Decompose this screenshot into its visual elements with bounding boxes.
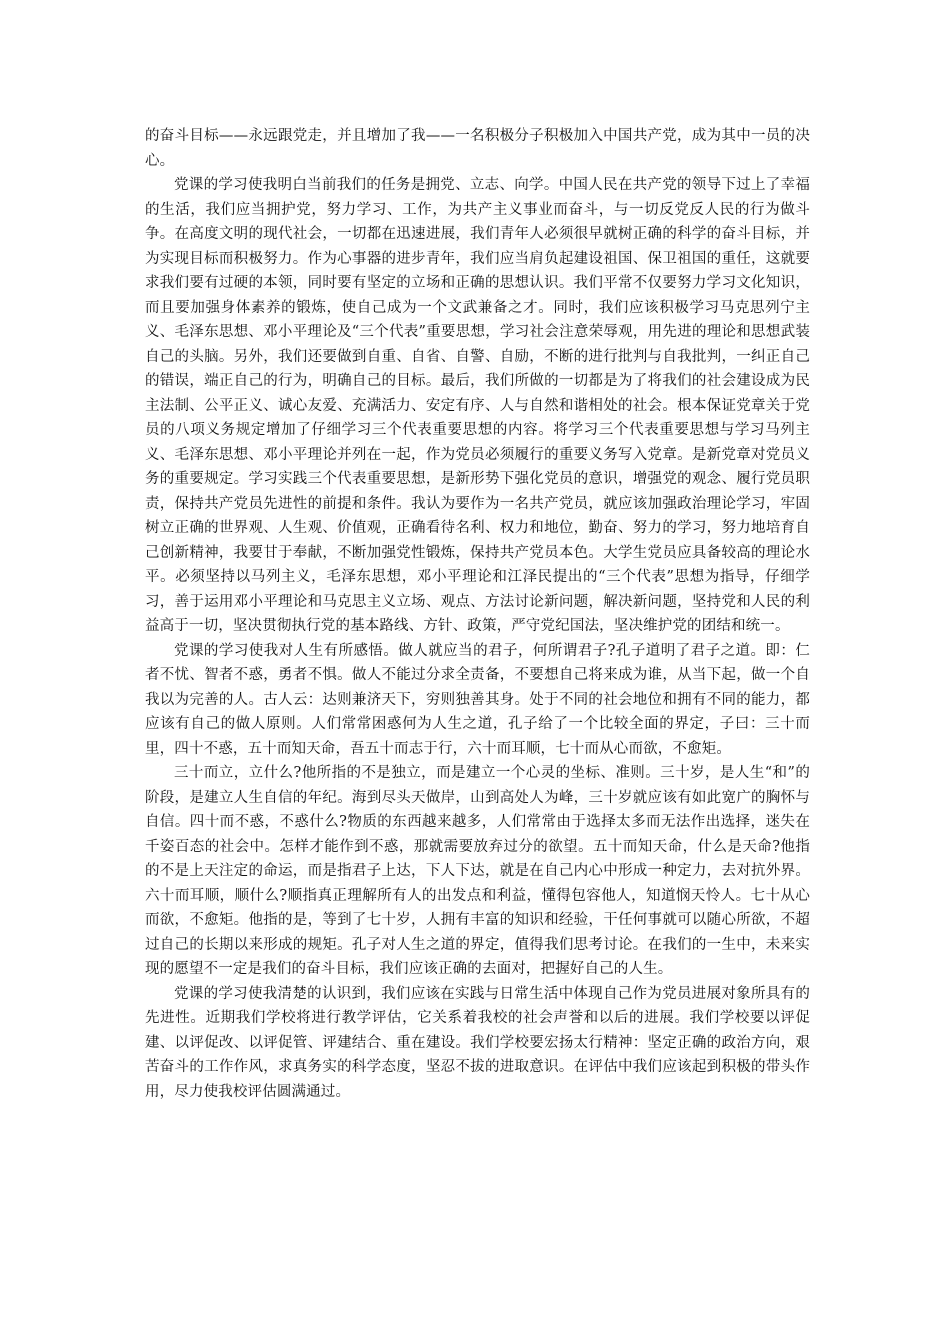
- paragraph-life-insight: 党课的学习使我对人生有所感悟。做人就应当的君子，何所谓君子?孔子道明了君子之道。即：仁者不忧、智者不惑，勇者不惧。做人不能过分求全责备，不要想自己将来成为谁，从当下起，做一个自我以为完善的人。古人云：达则兼济天下，穷则独善其身。处于不同的社会地位和拥有不同的能力，都应该有自己的做人原则。人们常常困惑何为人生之道，孔子给了一个比较全面的界定，子曰：三十而里，四十不惑，五十而知天命，吾五十而志于行，六十而耳顺，七十而从心而欲，不愈矩。: [145, 642, 810, 757]
- paragraph-school-evaluation: 党课的学习使我清楚的认识到，我们应该在实践与日常生活中体现自己作为党员进展对象所具有的先进性。近期我们学校将进行教学评估，它关系着我校的社会声誉和以后的进展。我们学校要以评促建、以评促改、以评促管、评建结合、重在建设。我们学校要宏扬太行精神：坚定正确的政治方向，艰苦奋斗的工作作风，求真务实的科学态度，坚忍不拔的进取意识。在评估中我们应该起到积极的带头作用，尽力使我校评估圆满通过。: [145, 985, 810, 1100]
- paragraph-continuation: 的奋斗目标——永远跟党走，并且增加了我——一名积极分子积极加入中国共产党，成为其中一员的决心。: [145, 128, 810, 169]
- paragraph-thirty-standing: 三十而立，立什么?他所指的不是独立，而是建立一个心灵的坐标、准则。三十岁，是人生“和”的阶段，是建立人生自信的年纪。海到尽头天做岸，山到高处人为峰，三十岁就应该有如此宽广的胸怀与自信。四十而不惑，不惑什么?物质的东西越来越多，人们常常由于选择太多而无法作出选择，迷失在千姿百态的社会中。怎样才能作到不惑，那就需要放弃过分的欲望。五十而知天命，什么是天命?他指的不是上天注定的命运，而是指君子上达，下人下达，就是在自己内心中形成一种定力，去对抗外界。六十而耳顺，顺什么?顺指真正理解所有人的出发点和利益，懂得包容他人，知道悯天怜人。七十从心而欲，不愈矩。他指的是，等到了七十岁，人拥有丰富的知识和经验，干任何事就可以随心所欲，不超过自己的长期以来形成的规矩。孔子对人生之道的界定，值得我们思考讨论。在我们的一生中，未来实现的愿望不一定是我们的奋斗目标，我们应该正确的去面对，把握好自己的人生。: [145, 765, 810, 977]
- paragraph-party-tasks: 党课的学习使我明白当前我们的任务是拥党、立志、向学。中国人民在共产党的领导下过上了幸福的生活，我们应当拥护党，努力学习、工作，为共产主义事业而奋斗，与一切反党反人民的行为做斗争。在高度文明的现代社会，一切都在迅速进展，我们青年人必须很早就树正确的科学的奋斗目标，并为实现目标而积极努力。作为心事器的进步青年，我们应当肩负起建设祖国、保卫祖国的重任，这就要求我们要有过硬的本领，同时要有坚定的立场和正确的思想认识。我们平常不仅要努力学习文化知识，而且要加强身体素养的锻炼，使自己成为一个文武兼备之才。同时，我们应该积极学习马克思列宁主义、毛泽东思想、邓小平理论及“三个代表”重要思想，学习社会注意荣辱观，用先进的理论和思想武装自己的头脑。另外，我们还要做到自重、自省、自警、自励，不断的进行批判与自我批判，一纠正自己的错误，端正自己的行为，明确自己的目标。最后，我们所做的一切都是为了将我们的社会建设成为民主法制、公平正义、诚心友爱、充满活力、安定有序、人与自然和谐相处的社会。根本保证党章关于党员的八项义务规定增加了仔细学习三个代表重要思想的内容。将学习三个代表重要思想与学习马列主义、毛泽东思想、邓小平理论并列在一起，作为党员必须履行的重要义务写入党章。是新党章对党员义务的重要规定。学习实践三个代表重要思想，是新形势下强化党员的意识，增强党的观念、履行党员职责，保持共产党员先进性的前提和条件。我认为要作为一名共产党员，就应该加强政治理论学习，牢固树立正确的世界观、人生观、价值观，正确看待名利、权力和地位，勤奋、努力的学习，努力地培育自己创新精神，我要甘于奉献，不断加强党性锻炼，保持共产党员本色。大学生党员应具备较高的理论水平。必须坚持以马列主义，毛泽东思想，邓小平理论和江泽民提出的“三个代表”思想为指导，仔细学习，善于运用邓小平理论和马克思主义立场、观点、方法讨论新问题，解决新问题，坚持党和人民的利益高于一切，坚决贯彻执行党的基本路线、方针、政策，严守党纪国法，坚决维护党的团结和统一。: [145, 177, 810, 634]
- document-body: [145, 124, 810, 1104]
